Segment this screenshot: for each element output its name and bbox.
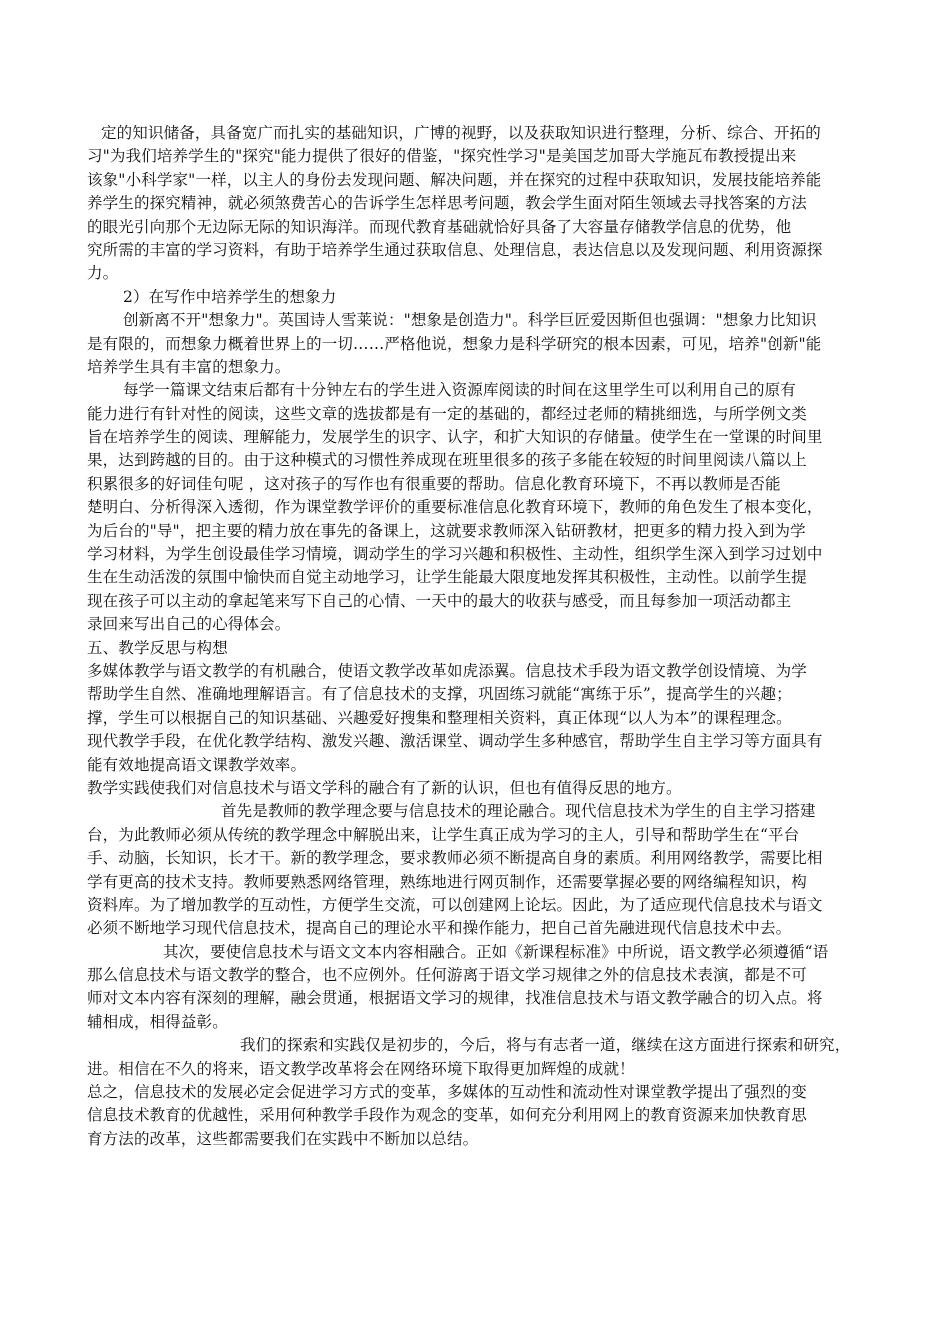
text-line: 师对文本内容有深刻的理解，融会贯通，根据语文学习的规律，找准信息技术与语文教学融合的切入点。将 (87, 989, 823, 1008)
text-line: 该象"小科学家"一样，以主人的身份去发现问题、解决问题，并在探究的过程中获取知识，发展技能培养能 (87, 170, 822, 189)
text-line: 必须不断地学习现代信息技术，提高自己的理论水平和操作能力，把自己首先融进现代信息技术中去。 (87, 919, 792, 938)
text-line: 帮助学生自然、准确地理解语言。有了信息技术的支撑，巩固练习就能“寓练于乐”，提高学生的兴趣； (87, 685, 792, 704)
text-line: 现在孩子可以主动的拿起笔来写下自己的心情、一天中的最大的收获与感受，而且每参加一项活动都主 (87, 591, 792, 610)
text-line: 楚明白、分析得深入透彻，作为课堂教学评价的重要标准信息化教育环境下，教师的角色发生了根本变化， (87, 498, 823, 517)
text-line: 学有更高的技术支持。教师要熟悉网络管理，熟练地进行网页制作，还需要掌握必要的网络编程知识，构 (87, 872, 807, 891)
text-line: 台，为此教师必须从传统的教学理念中解脱出来，让学生真正成为学习的主人，引导和帮助学生在“平台 (87, 825, 800, 844)
text-line: 资料库。为了增加教学的互动性，方便学生交流，可以创建网上论坛。因此，为了适应现代信息技术与语文 (87, 895, 823, 914)
text-line: 为后台的"导"，把主要的精力放在事先的备课上，这就要求教师深入钻研教材，把更多的精力投入到为学 (87, 521, 806, 540)
text-line: 习"为我们培养学生的"探究"能力提供了很好的借鉴，"探究性学习"是美国芝加哥大学施瓦布教授提出来 (87, 147, 797, 166)
text-line: 创新离不开"想象力"。英国诗人雪莱说："想象是创造力"。科学巨匠爱因斯但也强调："想象力比知识 (123, 311, 817, 330)
text-line: 现代教学手段，在优化教学结构、激发兴趣、激活课堂、调动学生多种感官，帮助学生自主学习等方面具有 (87, 732, 823, 751)
text-line: 的眼光引向那个无边际无际的知识海洋。而现代教育基础就恰好具备了大容量存储教学信息的优势，他 (87, 217, 792, 236)
text-line: 撑，学生可以根据自己的知识基础、兴趣爱好搜集和整理相关资料，真正体现“以人为本”的课程理念。 (87, 708, 792, 727)
text-line: 是有限的，而想象力概着世界上的一切……严格他说，想象力是科学研究的根本因素，可见，培养"创新"能 (87, 334, 822, 353)
text-line: 录回来写出自己的心得体会。 (87, 615, 291, 634)
text-line: 养学生的探究精神，就必须煞费苦心的告诉学生怎样思考问题，教会学生面对陌生领域去寻找答案的方法 (87, 194, 807, 213)
text-line: 进。相信在不久的将来，语文教学改革将会在网络环境下取得更加辉煌的成就！ (87, 1059, 635, 1078)
text-line: 教学实践使我们对信息技术与语文学科的融合有了新的认识，但也有值得反思的地方。 (87, 778, 682, 797)
text-line: 果，达到跨越的目的。由于这种模式的习惯性养成现在班里很多的孩子多能在较短的时间里阅读八篇以上 (87, 451, 807, 470)
text-line: 那么信息技术与语文教学的整合，也不应例外。任何游离于语文学习规律之外的信息技术表演，都是不可 (87, 966, 807, 985)
document-body (87, 122, 950, 1151)
text-line: 信息技术教育的优越性，采用何种教学手段作为观念的变革，如何充分利用网上的教育资源来加快教育思 (87, 1106, 807, 1125)
text-line: 五、教学反思与构想 (87, 638, 228, 657)
text-line: 究所需的丰富的学习资料，有助于培养学生通过获取信息、处理信息，表达信息以及发现问题、利用资源探 (87, 240, 823, 259)
text-line: 育方法的改革，这些都需要我们在实践中不断加以总结。 (87, 1129, 479, 1148)
text-line: 积累很多的好词佳句呢 ，这对孩子的写作也有很重要的帮助。信息化教育环境下，不再以教师是否能 (87, 474, 781, 493)
text-line: 学习材料，为学生创设最佳学习情境，调动学生的学习兴趣和积极性、主动性，组织学生深入到学习过划中 (87, 545, 823, 564)
text-line: 我们的探索和实践仅是初步的，今后，将与有志者一道，继续在这方面进行探索和研究， (240, 1036, 851, 1055)
text-line: 每学一篇课文结束后都有十分钟左右的学生进入资源库阅读的时间在这里学生可以利用自己的原有 (123, 381, 796, 400)
text-line: 其次，要使信息技术与语文文本内容相融合。正如《新课程标准》中所说，语文教学必须遵循“语 (163, 942, 829, 961)
text-line: 总之，信息技术的发展必定会促进学习方式的变革，多媒体的互动性和流动性对课堂教学提出了强烈的变 (87, 1083, 807, 1102)
text-line: 力。 (87, 264, 119, 283)
text-line: 首先是教师的教学理念要与信息技术的理论融合。现代信息技术为学生的自主学习搭建 (221, 802, 816, 821)
text-line: 能有效地提高语文课教学效率。 (87, 755, 307, 774)
text-line: 辅相成，相得益彰。 (87, 1012, 228, 1031)
text-line: 能力进行有针对性的阅读，这些文章的选拔都是有一定的基础的，都经过老师的精挑细选，与所学例文类 (87, 404, 807, 423)
text-line: 定的知识储备，具备宽广而扎实的基础知识，广博的视野，以及获取知识进行整理，分析、综合、开拓的 (101, 124, 821, 142)
text-line: 多媒体教学与语文教学的有机融合，使语文教学改革如虎添翼。信息技术手段为语文教学创设情境、为学 (87, 661, 807, 680)
text-line: 旨在培养学生的阅读、理解能力，发展学生的识字、认字，和扩大知识的存储量。使学生在一堂课的时间里 (87, 428, 823, 447)
text-line: 2）在写作中培养学生的想象力 (123, 287, 337, 306)
text-line: 手、动脑，长知识，长才干。新的教学理念，要求教师必须不断提高自身的素质。利用网络教学，需要比相 (87, 849, 823, 868)
text-line: 培养学生具有丰富的想象力。 (87, 357, 291, 376)
text-line: 生在生动活泼的氛围中愉快而自觉主动地学习，让学生能最大限度地发挥其积极性，主动性。以前学生提 (87, 568, 807, 587)
